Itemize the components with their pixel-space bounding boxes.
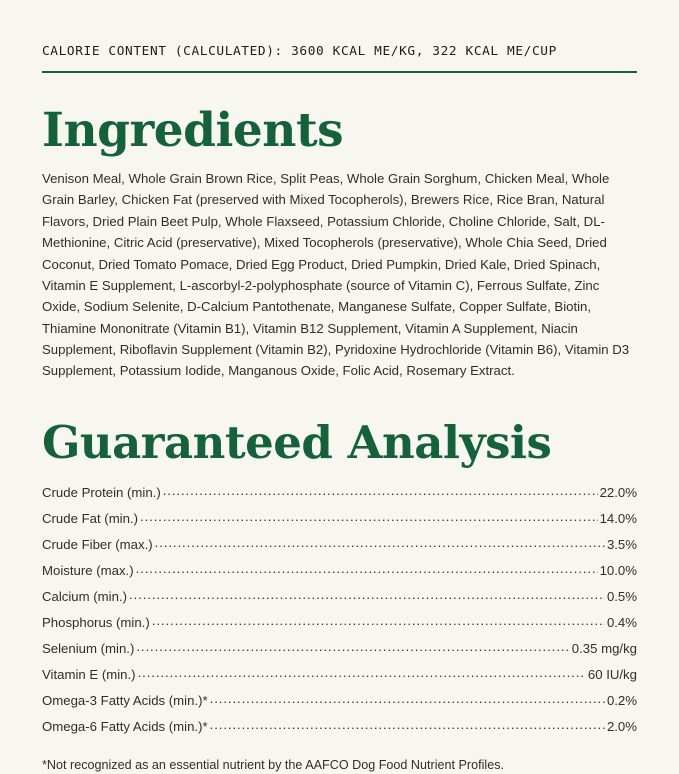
analysis-footnote: *Not recognized as an essential nutrient by the AAFCO Dog Food Nutrient Profiles. [42, 757, 505, 772]
analysis-row-leader-dots [140, 510, 598, 523]
analysis-row-label: Selenium (min.) [42, 641, 135, 657]
ingredients-body-text: Venison Meal, Whole Grain Brown Rice, Split Peas, Whole Grain Sorghum, Chicken Meal, Whole Grain Barley, Chicken Fat (preserved with Mixed Tocopherols), Brewers Rice, Rice Bran, Natural Flavors, Dried Plain Beet Pulp, Whole Flaxseed, Potassium Chloride, Choline Chloride, Salt, DL-Methionine, Citric Acid (preservative), Mixed Tocopherols (preservative), Whole Chia Seed, Dried Coconut, Dried Tomato Pomace, Dried Egg Product, Dried Pumpkin, Dried Kale, Dried Spinach, Vitamin E Supplement, L-ascorbyl-2-polyphosphate (source of Vitamin C), Ferrous Sulfate, Zinc Oxide, Sodium Selenite, D-Calcium Pantothenate, Manganese Sulfate, Copper Sulfate, Biotin, Thiamine Mononitrate (Vitamin B1), Vitamin B12 Supplement, Vitamin A Supplement, Niacin Supplement, Riboflavin Supplement (Vitamin B2), Pyridoxine Hydrochloride (Vitamin B6), Vitamin D3 Supplement, Potassium Iodide, Manganous Oxide, Folic Acid, Rosemary Extract. [42, 171, 630, 379]
analysis-row-value: 14.0% [599, 511, 637, 527]
analysis-row-leader-dots [129, 588, 605, 601]
analysis-row-label: Omega-6 Fatty Acids (min.)* [42, 719, 208, 734]
analysis-row [42, 531, 637, 557]
analysis-row-leader-dots [155, 536, 605, 549]
ingredients-heading: Ingredients [42, 103, 344, 158]
analysis-row [42, 687, 637, 713]
analysis-row-value: 2.0% [606, 719, 637, 734]
analysis-row-leader-dots [136, 640, 569, 653]
analysis-row-label: Omega-3 Fatty Acids (min.)* [42, 693, 208, 709]
analysis-row-value: 0.4% [606, 615, 637, 631]
analysis-row-label: Phosphorus (min.) [42, 615, 150, 631]
analysis-row-value: 10.0% [599, 563, 637, 579]
analysis-row-label: Crude Fiber (max.) [42, 537, 153, 553]
analysis-row-label: Moisture (max.) [42, 563, 134, 579]
analysis-row-leader-dots [210, 718, 605, 731]
analysis-row [42, 661, 637, 687]
analysis-row [42, 635, 637, 661]
analysis-row-value: 0.5% [606, 589, 637, 605]
section-divider [42, 71, 637, 73]
analysis-row-value: 60 IU/kg [587, 667, 637, 683]
analysis-row-leader-dots [138, 666, 586, 679]
calorie-content-text: CALORIE CONTENT (CALCULATED): 3600 KCAL ME/KG, 322 KCAL ME/CUP [42, 44, 557, 59]
analysis-row-label: Calcium (min.) [42, 589, 127, 605]
analysis-row-leader-dots [210, 692, 605, 705]
analysis-row [42, 557, 637, 583]
analysis-row [42, 505, 637, 531]
analysis-row-value: 0.2% [606, 693, 637, 709]
analysis-row [42, 609, 637, 635]
analysis-row-leader-dots [136, 562, 598, 575]
analysis-row-value: 0.35 mg/kg [571, 641, 637, 657]
analysis-row [42, 583, 637, 609]
guaranteed-analysis-heading: Guaranteed Analysis [42, 415, 552, 469]
analysis-row [42, 713, 637, 739]
analysis-row-leader-dots [163, 484, 598, 497]
analysis-row-label: Vitamin E (min.) [42, 667, 136, 683]
analysis-row-value: 3.5% [606, 537, 637, 553]
analysis-row-label: Crude Protein (min.) [42, 485, 161, 501]
analysis-row-label: Crude Fat (min.) [42, 511, 138, 527]
analysis-row-leader-dots [152, 614, 605, 627]
analysis-row-value: 22.0% [599, 485, 637, 501]
analysis-row [42, 479, 637, 505]
guaranteed-analysis-list [42, 479, 637, 739]
calorie-content-block [42, 44, 637, 73]
